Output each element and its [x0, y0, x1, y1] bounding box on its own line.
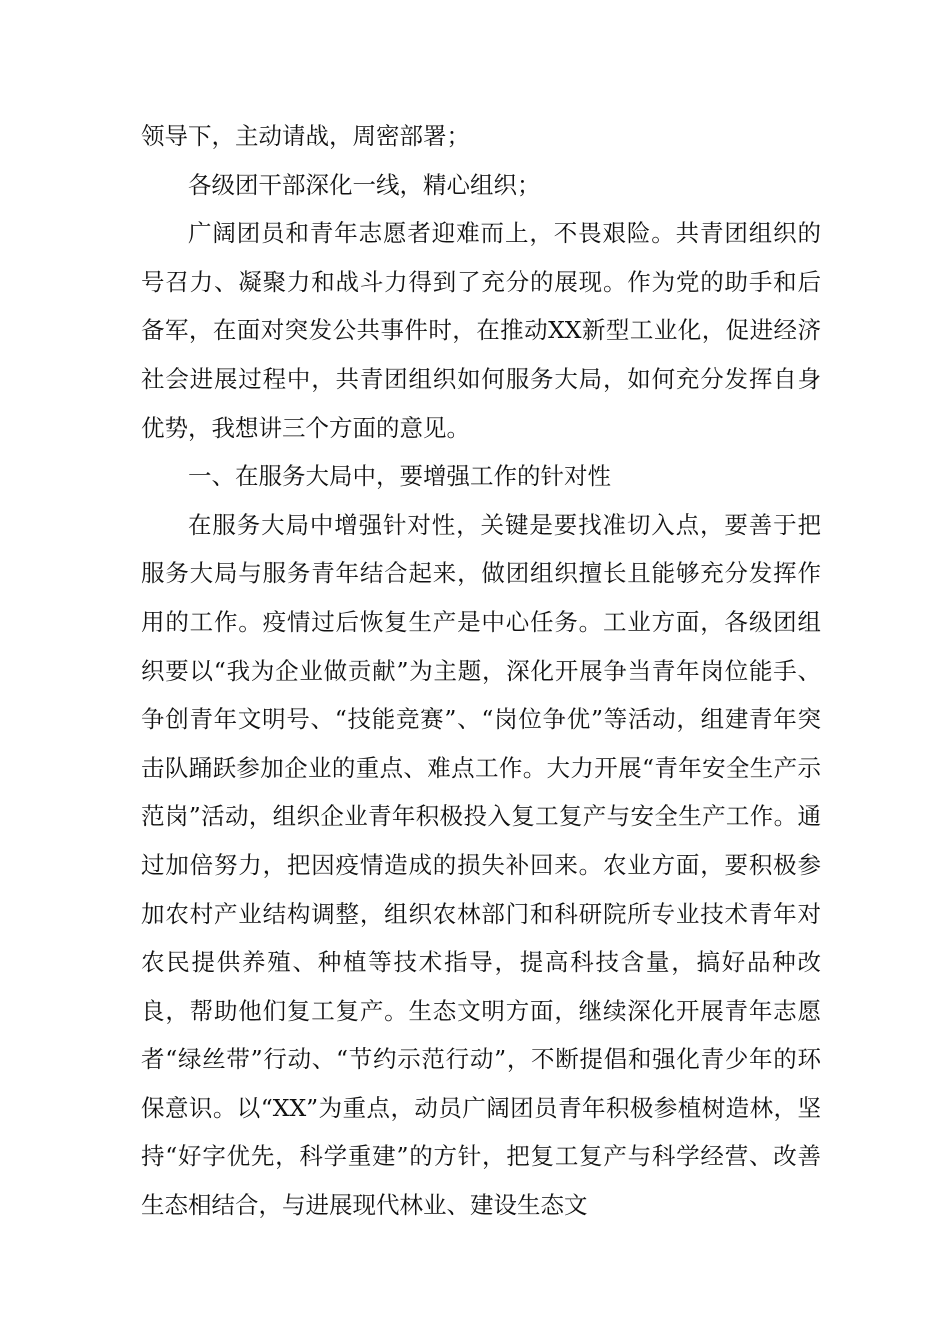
- document-body: [141, 112, 821, 1230]
- paragraph-section-one-body: 在服务大局中增强针对性，关键是要找准切入点，要善于把服务大局与服务青年结合起来，做团组织擅长且能够充分发挥作用的工作。疫情过后恢复生产是中心任务。工业方面，各级团组织要以“我为企业做贡献”为主题，深化开展争当青年岗位能手、争创青年文明号、“技能竞赛”、“岗位争优”等活动，组建青年突击队踊跃参加企业的重点、难点工作。大力开展“青年安全生产示范岗”活动，组织企业青年积极投入复工复产与安全生产工作。通过加倍努力，把因疫情造成的损失补回来。农业方面，要积极参加农村产业结构调整，组织农林部门和科研院所专业技术青年对农民提供养殖、种植等技术指导，提高科技含量，搞好品种改良，帮助他们复工复产。生态文明方面，继续深化开展青年志愿者“绿丝带”行动、“节约示范行动”，不断提倡和强化青少年的环保意识。以“XX”为重点，动员广阔团员青年积极参植树造林，坚持“好字优先，科学重建”的方针，把复工复产与科学经营、改善生态相结合，与进展现代林业、建设生态文: [141, 510, 821, 1220]
- section-heading-one: 一、在服务大局中，要增强工作的针对性: [188, 462, 611, 491]
- paragraph-continuation: 领导下，主动请战，周密部署；: [141, 122, 470, 150]
- paragraph-cadres: 各级团干部深化一线，精心组织；: [188, 170, 541, 199]
- paragraph-members: 广阔团员和青年志愿者迎难而上，不畏艰险。共青团组织的号召力、凝聚力和战斗力得到了充分的展现。作为党的助手和后备军，在面对突发公共事件时，在推动XX新型工业化，促进经济社会进展过程中，共青团组织如何服务大局，如何充分发挥自身优势，我想讲三个方面的意见。: [141, 219, 821, 442]
